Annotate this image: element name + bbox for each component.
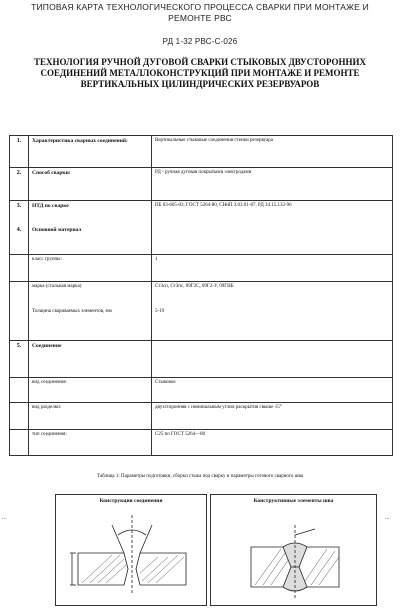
joint-design-drawing (55, 494, 207, 606)
value-cell: Стыковое (152, 378, 393, 403)
row-number (10, 378, 29, 403)
ellipsis-left: ... (2, 515, 7, 521)
title-line-3: ВЕРТИКАЛЬНЫХ ЦИЛИНДРИЧЕСКИХ РЕЗЕРВУАРОВ (80, 79, 320, 89)
weld-elements-drawing (210, 494, 377, 606)
param-cell: Характеристика сварных соединений: (29, 136, 152, 168)
joint-design-diagram (56, 495, 206, 605)
param-label: НТД по сварке (32, 203, 69, 209)
param-cell: класс группы: (29, 255, 152, 282)
parameters-table (9, 135, 393, 456)
drawing-title: Конструктивные элементы шва (253, 498, 334, 504)
param-cell: вид соединения: (29, 378, 152, 403)
table-row (10, 378, 393, 403)
row-number: 3. (16, 203, 22, 209)
value-text: 5-19 (155, 309, 165, 314)
row-number: 2. (10, 168, 29, 201)
table-row (10, 341, 393, 378)
row-number-cell (10, 201, 29, 255)
value-cell: Вертикальные стыковые соединения стенки резервуара (152, 136, 393, 168)
param-cell: вид разделки: (29, 403, 152, 430)
row-number (10, 430, 29, 456)
weld-elements-diagram (211, 495, 376, 605)
param-cell: Соединение (29, 341, 152, 378)
table-row (10, 403, 393, 430)
title-line-1: ТЕХНОЛОГИЯ РУЧНОЙ ДУГОВОЙ СВАРКИ СТЫКОВЫХ ДВУСТОРОННИХ (34, 57, 366, 67)
value-cell: РД - ручная дуговая покрытыми электродами (152, 168, 393, 201)
table-row (10, 255, 393, 282)
param-cell (29, 282, 152, 341)
table-row (10, 201, 393, 255)
param-cell: Способ сварки: (29, 168, 152, 201)
table-row (10, 282, 393, 341)
row-number (10, 403, 29, 430)
row-number: 1. (10, 136, 29, 168)
value-text: Ст3сп, Ст3пс, 09Г2С, 09Г2-У, 09ГНБ (155, 284, 234, 289)
param-label: Основной материал (32, 227, 82, 233)
value-cell (152, 341, 393, 378)
row-number (10, 255, 29, 282)
row-number: 4. (16, 227, 22, 233)
param-cell: тип соединения: (29, 430, 152, 456)
value-cell: ПБ 03-605-03, ГОСТ 5264-80, СНиП 3.03.01-87, РД 34.15.132-96 (152, 201, 393, 255)
table-caption: Таблица 1: Параметры подготовки, сборки стыка под сварку и параметры готового сварного шва (97, 474, 303, 479)
value-cell (152, 282, 393, 341)
value-cell: С25 по ГОСТ 5264—80 (152, 430, 393, 456)
header-line-2: РЕМОНТЕ РВС (168, 13, 232, 23)
value-cell: двухсторонняя с номинальным углом раскрытия свыше 15° (152, 403, 393, 430)
row-number: 5. (10, 341, 29, 378)
table-row (10, 136, 393, 168)
param-label: марка (стальная марка) (32, 284, 82, 289)
param-label: Толщина свариваемых элементов, мм (32, 309, 112, 314)
ellipsis-right: ... (385, 515, 390, 521)
value-cell: 1 (152, 255, 393, 282)
header-line-1: ТИПОВАЯ КАРТА ТЕХНОЛОГИЧЕСКОГО ПРОЦЕССА СВАРКИ ПРИ МОНТАЖЕ И (31, 2, 369, 12)
drawing-title: Конструкция соединения (99, 498, 163, 504)
param-cell (29, 201, 152, 255)
table-row (10, 430, 393, 456)
title-line-2: СОЕДИНЕНИЙ МЕТАЛЛОКОНСТРУКЦИЙ ПРИ МОНТАЖЕ И РЕМОНТЕ (40, 68, 360, 78)
document-code: РД 1-32 РВС-С-026 (162, 37, 238, 46)
table-row (10, 168, 393, 201)
row-number (10, 282, 29, 341)
